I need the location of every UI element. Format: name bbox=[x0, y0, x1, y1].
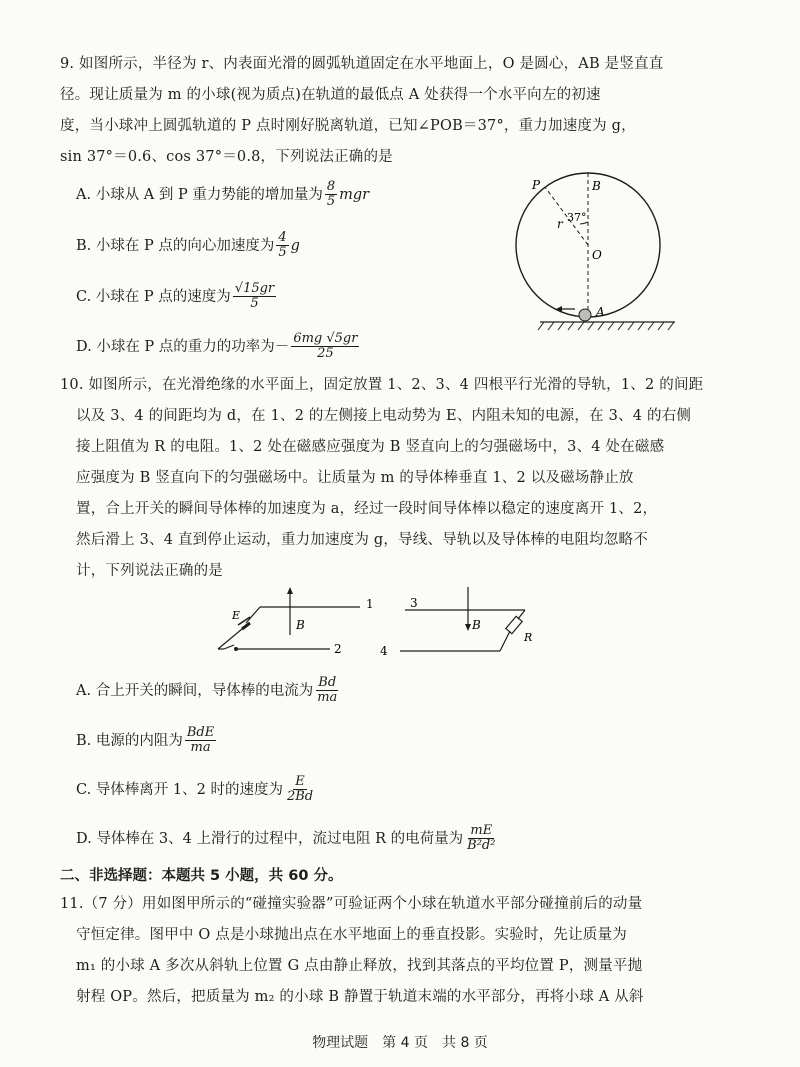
switch-contact bbox=[234, 647, 238, 651]
q9-line-3: 度，当小球冲上圆弧轨道的 P 点时刚好脱离轨道，已知∠POB＝37°，重力加速度为 g， bbox=[60, 118, 636, 134]
q10-option-d: D. 导体棒在 3、4 上滑行的过程中，流过电阻 R 的电荷量为 $\frac{mE}{\text{B²d²}}$ bbox=[76, 823, 496, 853]
label-b: B bbox=[592, 179, 601, 193]
q11-line-2: 守恒定律。图甲中 O 点是小球抛出点在水平地面上的垂直投影。实验时，先让质量为 bbox=[76, 927, 627, 943]
field-b-down-arrowhead bbox=[465, 624, 471, 631]
q9-line-2: 径。现让质量为 m 的小球(视为质点)在轨道的最低点 A 处获得一个水平向左的初速 bbox=[60, 87, 601, 103]
q9-option-b: B. 小球在 P 点的向心加速度为 $\frac{4}{5}$ g bbox=[76, 230, 300, 260]
battery-wire-top bbox=[246, 607, 260, 623]
q10-option-c: C. 导体棒离开 1、2 时的速度为 $\frac{E}{2Bd}$ bbox=[76, 774, 314, 804]
q11-line-3: m₁ 的小球 A 多次从斜轨上位置 G 点由静止释放，找到其落点的平均位置 P，测量平抛 bbox=[76, 958, 643, 974]
section-heading: 二、非选择题：本题共 5 小题，共 60 分。 bbox=[60, 868, 343, 884]
resistor-wire-bottom bbox=[500, 631, 510, 651]
label-r-resistor: R bbox=[524, 631, 533, 644]
page-footer: 物理试题 第 4 页 共 8 页 bbox=[312, 1035, 488, 1051]
switch-blade bbox=[224, 645, 234, 649]
label-b-right: B bbox=[472, 618, 481, 632]
q10-line-2: 以及 3、4 的间距均为 d，在 1、2 的左侧接上电动势为 E、内阻未知的电源，在 3、4 的右侧 bbox=[76, 408, 692, 424]
field-b-up-arrowhead bbox=[287, 587, 293, 594]
label-rail-2: 2 bbox=[334, 642, 342, 656]
q11-line-1: 11.（7 分）用如图甲所示的“碰撞实验器”可验证两个小球在轨道水平部分碰撞前后的动量 bbox=[60, 896, 643, 912]
ground-hatch bbox=[538, 322, 674, 330]
q10-line-6: 然后滑上 3、4 直到停止运动，重力加速度为 g，导线、导轨以及导体棒的电阻均忽略不 bbox=[76, 532, 648, 548]
label-a: A bbox=[596, 305, 605, 319]
q10-line-5: 置，合上开关的瞬间导体棒的加速度为 a，经过一段时间导体棒以稳定的速度离开 1、2， bbox=[76, 501, 658, 517]
q10-line-7: 计，下列说法正确的是 bbox=[76, 563, 223, 579]
q10-line-3: 接上阻值为 R 的电阻。1、2 处在磁感应强度为 B 竖直向上的匀强磁场中，3、4 处在磁感 bbox=[76, 439, 665, 455]
q9-option-d: D. 小球在 P 点的重力的功率为－ $\frac{6mg √5gr}{25}$ bbox=[76, 331, 358, 361]
q9-line-1: 9. 如图所示，半径为 r、内表面光滑的圆弧轨道固定在水平地面上，O 是圆心，AB 是竖直直 bbox=[60, 56, 664, 72]
label-p: P bbox=[532, 178, 541, 192]
q9-line-4: sin 37°＝0.6、cos 37°＝0.8，下列说法正确的是 bbox=[60, 149, 393, 165]
q11-line-4: 射程 OP。然后，把质量为 m₂ 的小球 B 静置于轨道末端的水平部分，再将小球 A 从斜 bbox=[76, 989, 644, 1005]
q10-option-b: B. 电源的内阻为 $\frac{\text{BdE}}{ma}$ bbox=[76, 725, 215, 755]
q10-rails-figure bbox=[210, 585, 550, 660]
label-r: r bbox=[557, 217, 563, 231]
label-b-left: B bbox=[296, 618, 305, 632]
ball bbox=[579, 309, 591, 321]
label-angle: 37° bbox=[567, 211, 587, 224]
battery-plate-short bbox=[242, 623, 250, 629]
q10-line-1: 10. 如图所示，在光滑绝缘的水平面上，固定放置 1、2、3、4 四根平行光滑的导轨，1、2 的间距 bbox=[60, 377, 704, 393]
q10-option-a: A. 合上开关的瞬间，导体棒的电流为 $\frac{Bd}{ma}$ bbox=[76, 675, 338, 705]
q9-option-c: C. 小球在 P 点的速度为 $\frac{√15gr}{5}$ bbox=[76, 281, 275, 311]
label-o: O bbox=[592, 248, 602, 262]
label-e: E bbox=[232, 609, 241, 622]
q9-option-a: A. 小球从 A 到 P 重力势能的增加量为 $\frac{8}{5}$ mgr bbox=[76, 179, 370, 209]
resistor-r bbox=[506, 616, 522, 633]
q10-line-4: 应强度为 B 竖直向下的匀强磁场中。让质量为 m 的导体棒垂直 1、2 以及磁场静止放 bbox=[76, 470, 634, 486]
label-rail-1: 1 bbox=[366, 597, 374, 611]
resistor-wire-top bbox=[518, 610, 525, 619]
label-rail-4: 4 bbox=[380, 644, 388, 658]
label-rail-3: 3 bbox=[410, 596, 418, 610]
q9-circle-figure bbox=[500, 170, 690, 335]
